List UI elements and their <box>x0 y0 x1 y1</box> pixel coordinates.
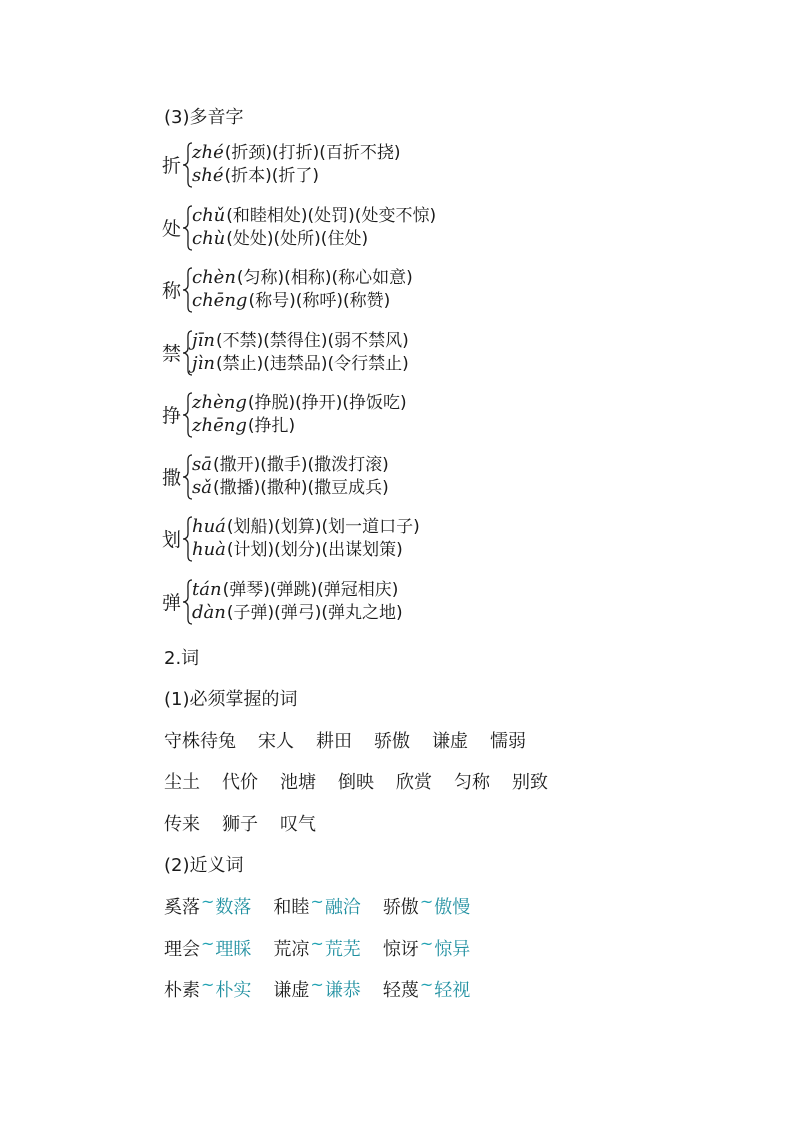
section-heading-must-know: (1)必须掌握的词 <box>164 689 298 710</box>
pinyin: dàn <box>192 602 226 623</box>
example-words: (禁止)(违禁品)(令行禁止) <box>215 354 409 374</box>
tilde-mark: ~ <box>310 975 324 994</box>
vocab-word: 别致 <box>512 772 548 793</box>
synonym-answer: 理睬 <box>215 939 252 960</box>
synonym-word: 理会 <box>164 939 200 960</box>
synonym-pair <box>273 892 361 918</box>
synonym-word: 惊讶 <box>382 939 419 960</box>
pinyin: chù <box>192 228 226 249</box>
polyphone-char: 称 <box>162 280 182 302</box>
polyphone-char: 处 <box>162 218 182 240</box>
polyphone-reading <box>192 165 319 187</box>
example-words: (折本)(折了) <box>224 166 320 186</box>
pinyin: zhé <box>192 142 224 163</box>
example-words: (折颈)(打折)(百折不挠) <box>224 143 401 163</box>
polyphone-reading <box>192 290 390 312</box>
example-words: (处处)(处所)(住处) <box>226 229 369 249</box>
example-words: (划船)(划算)(划一道口子) <box>226 517 420 537</box>
vocab-word: 懦弱 <box>490 731 526 752</box>
tilde-mark: ~ <box>310 934 324 953</box>
example-words: (和睦相处)(处罚)(处变不惊) <box>226 206 437 226</box>
polyphone-reading <box>192 579 398 601</box>
polyphone-char: 弹 <box>162 592 182 614</box>
vocab-word: 守株待兔 <box>164 731 236 752</box>
polyphone-reading <box>192 205 436 227</box>
synonym-row <box>164 934 492 962</box>
pinyin: huà <box>192 539 226 560</box>
synonym-pair <box>382 934 471 960</box>
pinyin: chèn <box>192 267 236 288</box>
synonym-answer: 融洽 <box>324 897 361 918</box>
section-heading-polyphones: (3)多音字 <box>164 107 244 128</box>
synonym-pair <box>382 892 471 918</box>
synonym-answer: 惊异 <box>434 939 471 960</box>
example-words: (子弹)(弹弓)(弹丸之地) <box>226 603 403 623</box>
example-words: (计划)(划分)(出谋划策) <box>226 540 403 560</box>
tilde-mark: ~ <box>310 892 324 911</box>
polyphone-char: 撒 <box>162 467 182 489</box>
vocab-word: 骄傲 <box>374 731 410 752</box>
example-words: (撒开)(撒手)(撒泼打滚) <box>212 455 389 475</box>
example-words: (撒播)(撒种)(撒豆成兵) <box>212 478 389 498</box>
word-row <box>164 771 570 795</box>
pinyin: sā <box>192 454 212 475</box>
polyphone-reading <box>192 267 413 289</box>
polyphone-reading <box>192 228 368 250</box>
vocab-word: 倒映 <box>338 772 374 793</box>
synonym-word: 朴素 <box>164 980 200 1001</box>
tilde-mark: ~ <box>419 934 434 953</box>
pinyin: tán <box>192 579 222 600</box>
polyphone-char: 禁 <box>162 343 182 365</box>
example-words: (弹琴)(弹跳)(弹冠相庆) <box>222 580 399 600</box>
polyphone-reading <box>192 602 403 624</box>
pinyin: zhēng <box>192 415 247 436</box>
synonym-word: 谦虚 <box>273 980 310 1001</box>
polyphone-reading <box>192 353 409 375</box>
vocab-word: 宋人 <box>258 731 294 752</box>
synonym-word: 荒凉 <box>273 939 310 960</box>
vocab-word: 代价 <box>222 772 258 793</box>
section-heading-synonyms: (2)近义词 <box>164 855 244 876</box>
pinyin: huá <box>192 516 226 537</box>
synonym-pair <box>273 934 361 960</box>
pinyin: jīn <box>192 330 215 351</box>
polyphone-char: 划 <box>162 529 182 551</box>
synonym-pair <box>273 975 361 1001</box>
synonym-word: 骄傲 <box>382 897 419 918</box>
polyphone-reading <box>192 142 401 164</box>
tilde-mark: ~ <box>201 934 215 953</box>
pinyin: chēng <box>192 290 248 311</box>
vocab-word: 匀称 <box>454 772 490 793</box>
synonym-pair <box>164 892 252 918</box>
synonym-pair <box>164 975 252 1001</box>
tilde-mark: ~ <box>419 892 434 911</box>
vocab-word: 池塘 <box>280 772 316 793</box>
synonym-pair <box>382 975 471 1001</box>
synonym-word: 和睦 <box>273 897 310 918</box>
pinyin: sǎ <box>192 477 212 498</box>
polyphone-char: 挣 <box>162 405 182 427</box>
pinyin: jìn <box>192 353 215 374</box>
vocab-word: 谦虚 <box>432 731 468 752</box>
synonym-answer: 荒芜 <box>324 939 361 960</box>
polyphone-reading <box>192 477 389 499</box>
example-words: (不禁)(禁得住)(弱不禁风) <box>215 331 409 351</box>
example-words: (挣扎) <box>247 416 296 436</box>
tilde-mark: ~ <box>201 975 215 994</box>
vocab-word: 尘土 <box>164 772 200 793</box>
synonym-word: 奚落 <box>164 897 200 918</box>
synonym-answer: 朴实 <box>215 980 252 1001</box>
polyphone-reading <box>192 516 420 538</box>
example-words: (称号)(称呼)(称赞) <box>248 291 391 311</box>
vocab-word: 欣赏 <box>396 772 432 793</box>
polyphone-reading <box>192 415 295 437</box>
synonym-word: 轻蔑 <box>382 980 419 1001</box>
vocab-word: 传来 <box>164 814 200 835</box>
example-words: (挣脱)(挣开)(挣饭吃) <box>247 393 407 413</box>
word-row <box>164 730 548 754</box>
pinyin: shé <box>192 165 224 186</box>
tilde-mark: ~ <box>201 892 215 911</box>
synonym-answer: 数落 <box>215 897 252 918</box>
synonym-row <box>164 892 492 920</box>
synonym-answer: 轻视 <box>434 980 471 1001</box>
synonym-row <box>164 975 492 1003</box>
pinyin: zhèng <box>192 392 247 413</box>
vocab-word: 狮子 <box>222 814 258 835</box>
synonym-answer: 谦恭 <box>324 980 361 1001</box>
section-heading-words: 2.词 <box>164 648 200 669</box>
vocab-word: 叹气 <box>280 814 316 835</box>
polyphone-char: 折 <box>162 155 182 177</box>
polyphone-reading <box>192 330 409 352</box>
polyphone-reading <box>192 539 403 561</box>
polyphone-reading <box>192 392 407 414</box>
polyphone-reading <box>192 454 389 476</box>
word-row <box>164 813 338 837</box>
synonym-answer: 傲慢 <box>434 897 471 918</box>
vocab-word: 耕田 <box>316 731 352 752</box>
synonym-pair <box>164 934 252 960</box>
tilde-mark: ~ <box>419 975 434 994</box>
pinyin: chǔ <box>192 205 226 226</box>
example-words: (匀称)(相称)(称心如意) <box>236 268 413 288</box>
